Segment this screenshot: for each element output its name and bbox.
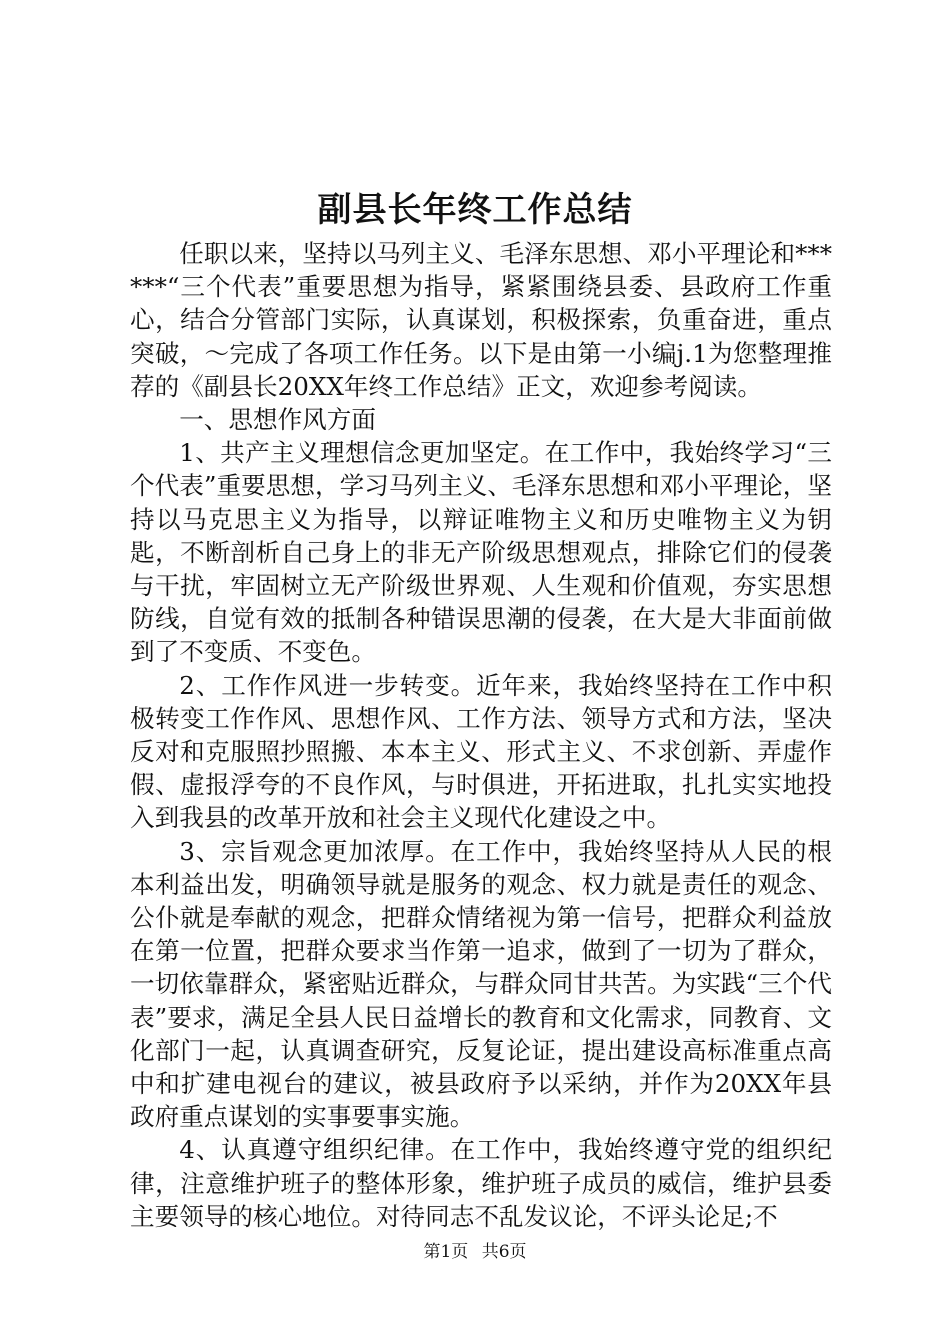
body-paragraph: 3、宗旨观念更加浓厚。在工作中，我始终坚持从人民的根本利益出发，明确领导就是服务的观念、权力就是责任的观念、公仆就是奉献的观念，把群众情绪视为第一信号，把群众利益放在第一位置，把群众要求当作第一追求，做到了一切为了群众，一切依靠群众，紧密贴近群众，与群众同甘共苦。为实践“三个代表”要求，满足全县人民日益增长的教育和文化需求，同教育、文化部门一起，认真调查研究，反复论证，提出建设高标准重点高中和扩建电视台的建议，被县政府予以采纳，并作为20XX年县政府重点谋划的实事要事实施。 bbox=[130, 836, 832, 1132]
body-paragraph: 1、共产主义理想信念更加坚定。在工作中，我始终学习“三个代表”重要思想，学习马列主义、毛泽东思想和邓小平理论，坚持以马克思主义为指导，以辩证唯物主义和历史唯物主义为钥匙，不断剖析自己身上的非无产阶级思想观点，排除它们的侵袭与干扰，牢固树立无产阶级世界观、人生观和价值观，夯实思想防线，自觉有效的抵制各种错误思潮的侵袭，在大是大非面前做到了不变质、不变色。 bbox=[130, 438, 832, 667]
body-paragraph: 2、工作作风进一步转变。近年来，我始终坚持在工作中积极转变工作作风、思想作风、工作方法、领导方式和方法，坚决反对和克服照抄照搬、本本主义、形式主义、不求创新、弄虚作假、虚报浮夸的不良作风，与时俱进，开拓进取，扎扎实实地投入到我县的改革开放和社会主义现代化建设之中。 bbox=[130, 670, 832, 833]
document-title: 副县长年终工作总结 bbox=[317, 190, 633, 230]
page-footer bbox=[0, 1240, 950, 1264]
section-heading: 一、思想作风方面 bbox=[179, 405, 376, 435]
intro-paragraph: 任职以来，坚持以马列主义、毛泽东思想、邓小平理论和******“三个代表”重要思想为指导，紧紧围绕县委、县政府工作重心，结合分管部门实际，认真谋划，积极探索，负重奋进，重点突破，～完成了各项工作任务。以下是由第一小编j.1为您整理推荐的《副县长20XX年终工作总结》正文，欢迎参考阅读。 bbox=[130, 239, 832, 401]
body-paragraph: 4、认真遵守组织纪律。在工作中，我始终遵守党的组织纪律，注意维护班子的整体形象，维护班子成员的威信，维护县委主要领导的核心地位。对待同志不乱发议论，不评头论足;不 bbox=[130, 1135, 832, 1231]
page-number: 第1页 bbox=[423, 1242, 469, 1262]
document-body bbox=[130, 237, 832, 1233]
page-total: 共6页 bbox=[481, 1242, 527, 1262]
